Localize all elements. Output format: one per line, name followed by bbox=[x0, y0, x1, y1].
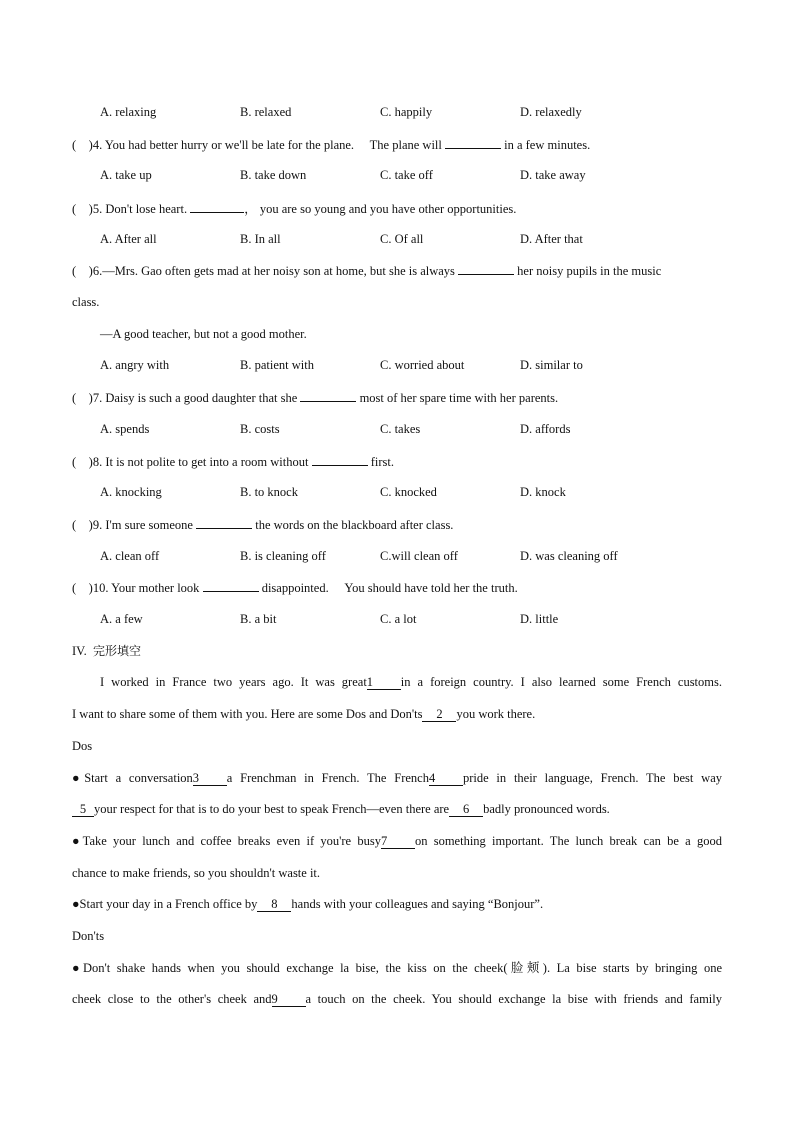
answer-blank bbox=[312, 453, 368, 466]
passage-line-1: I worked in France two years ago. It was great1 in a foreign country. I also learned some French customs. bbox=[100, 675, 722, 689]
q5-option-c: C. Of all bbox=[380, 232, 424, 246]
q3-option-a: A. relaxing bbox=[100, 105, 157, 119]
q8-option-a: A. knocking bbox=[100, 485, 162, 499]
passage-line-2: I want to share some of them with you. Here are some Dos and Don'ts 2 you work there. bbox=[72, 707, 536, 721]
q8-option-c: C. knocked bbox=[380, 485, 437, 499]
cloze-blank-6: 6 bbox=[449, 803, 483, 817]
passage-line-3: ●Start a conversation3 a Frenchman in French. The French4 pride in their language, French. The best way bbox=[72, 771, 722, 785]
q7-option-c: C. takes bbox=[380, 422, 421, 436]
passage-line-4: 5 your respect for that is to do your best to speak French—even there are 6 badly pronounced words. bbox=[72, 801, 610, 817]
q3-option-b: B. relaxed bbox=[240, 105, 292, 119]
answer-blank bbox=[190, 200, 244, 213]
answer-blank bbox=[203, 579, 259, 592]
answer-paren: ( ) bbox=[72, 581, 93, 595]
q5-option-d: D. After that bbox=[520, 232, 583, 246]
answer-blank bbox=[458, 262, 514, 275]
cloze-blank-4: 4 bbox=[429, 772, 463, 786]
q9-option-c: C.will clean off bbox=[380, 549, 458, 563]
q6-option-c: C. worried about bbox=[380, 358, 465, 372]
q10-option-c: C. a lot bbox=[380, 612, 417, 626]
passage-line-7: ●Start your day in a French office by 8 hands with your colleagues and saying “Bonjour”. bbox=[72, 897, 544, 911]
q3-option-c: C. happily bbox=[380, 105, 433, 119]
q6-option-a: A. angry with bbox=[100, 358, 170, 372]
cloze-blank-3: 3 bbox=[193, 772, 227, 786]
question-4: ( )4. You had better hurry or we'll be late for the plane. The plane will in a few minutes. bbox=[72, 138, 591, 152]
q4-option-d: D. take away bbox=[520, 168, 586, 182]
cloze-blank-1: 1 bbox=[367, 676, 401, 690]
cloze-blank-5: 5 bbox=[72, 803, 94, 817]
question-6-continued: class. bbox=[72, 295, 100, 309]
question-7: ( )7. Daisy is such a good daughter that she most of her spare time with her parents. bbox=[72, 391, 559, 405]
question-9: ( )9. I'm sure someone the words on the blackboard after class. bbox=[72, 518, 454, 532]
donts-heading: Don'ts bbox=[72, 929, 105, 943]
q4-option-c: C. take off bbox=[380, 168, 433, 182]
answer-paren: ( ) bbox=[72, 391, 93, 405]
answer-blank bbox=[196, 516, 252, 529]
question-6: ( )6.—Mrs. Gao often gets mad at her noisy son at home, but she is always her noisy pupils in the music bbox=[72, 264, 662, 278]
cloze-blank-9: 9 bbox=[272, 993, 306, 1007]
passage-line-6: chance to make friends, so you shouldn't waste it. bbox=[72, 866, 321, 880]
question-8: ( )8. It is not polite to get into a room without first. bbox=[72, 455, 394, 469]
cloze-blank-2: 2 bbox=[422, 708, 456, 722]
cloze-blank-8: 8 bbox=[257, 898, 291, 912]
passage-line-5: ●Take your lunch and coffee breaks even if you're busy7 on something important. The lunch break can be a good bbox=[72, 834, 722, 848]
q7-option-d: D. affords bbox=[520, 422, 571, 436]
passage-line-9: cheek close to the other's cheek and9 a touch on the cheek. You should exchange la bise with friends and family bbox=[72, 992, 722, 1006]
q3-option-d: D. relaxedly bbox=[520, 105, 582, 119]
q5-option-b: B. In all bbox=[240, 232, 281, 246]
answer-blank bbox=[445, 136, 501, 149]
q8-option-b: B. to knock bbox=[240, 485, 298, 499]
section-title: 完形填空 bbox=[92, 644, 141, 658]
section-number: IV. bbox=[72, 644, 87, 658]
q10-option-b: B. a bit bbox=[240, 612, 277, 626]
q4-option-a: A. take up bbox=[100, 168, 152, 182]
q8-option-d: D. knock bbox=[520, 485, 566, 499]
answer-paren: ( ) bbox=[72, 455, 93, 469]
dos-heading: Dos bbox=[72, 739, 93, 753]
answer-blank bbox=[300, 389, 356, 402]
q9-option-a: A. clean off bbox=[100, 549, 160, 563]
q9-option-b: B. is cleaning off bbox=[240, 549, 326, 563]
answer-paren: ( ) bbox=[72, 138, 93, 152]
question-5: ( )5. Don't lose heart. ， you are so young and you have other opportunities. bbox=[72, 202, 517, 216]
q4-option-b: B. take down bbox=[240, 168, 307, 182]
section-heading bbox=[72, 643, 141, 659]
q7-option-b: B. costs bbox=[240, 422, 280, 436]
q10-option-a: A. a few bbox=[100, 612, 143, 626]
q9-option-d: D. was cleaning off bbox=[520, 549, 618, 563]
q6-option-d: D. similar to bbox=[520, 358, 583, 372]
question-6-reply: —A good teacher, but not a good mother. bbox=[100, 327, 307, 341]
answer-paren: ( ) bbox=[72, 202, 93, 216]
q10-option-d: D. little bbox=[520, 612, 559, 626]
q5-option-a: A. After all bbox=[100, 232, 157, 246]
passage-line-8: ●Don't shake hands when you should exchange la bise, the kiss on the cheek(脸颊). La bise starts by bringing one bbox=[72, 961, 722, 975]
q6-option-b: B. patient with bbox=[240, 358, 314, 372]
q7-option-a: A. spends bbox=[100, 422, 150, 436]
answer-paren: ( ) bbox=[72, 264, 93, 278]
question-10: ( )10. Your mother look disappointed. You should have told her the truth. bbox=[72, 581, 518, 595]
answer-paren: ( ) bbox=[72, 518, 93, 532]
cloze-blank-7: 7 bbox=[381, 835, 415, 849]
